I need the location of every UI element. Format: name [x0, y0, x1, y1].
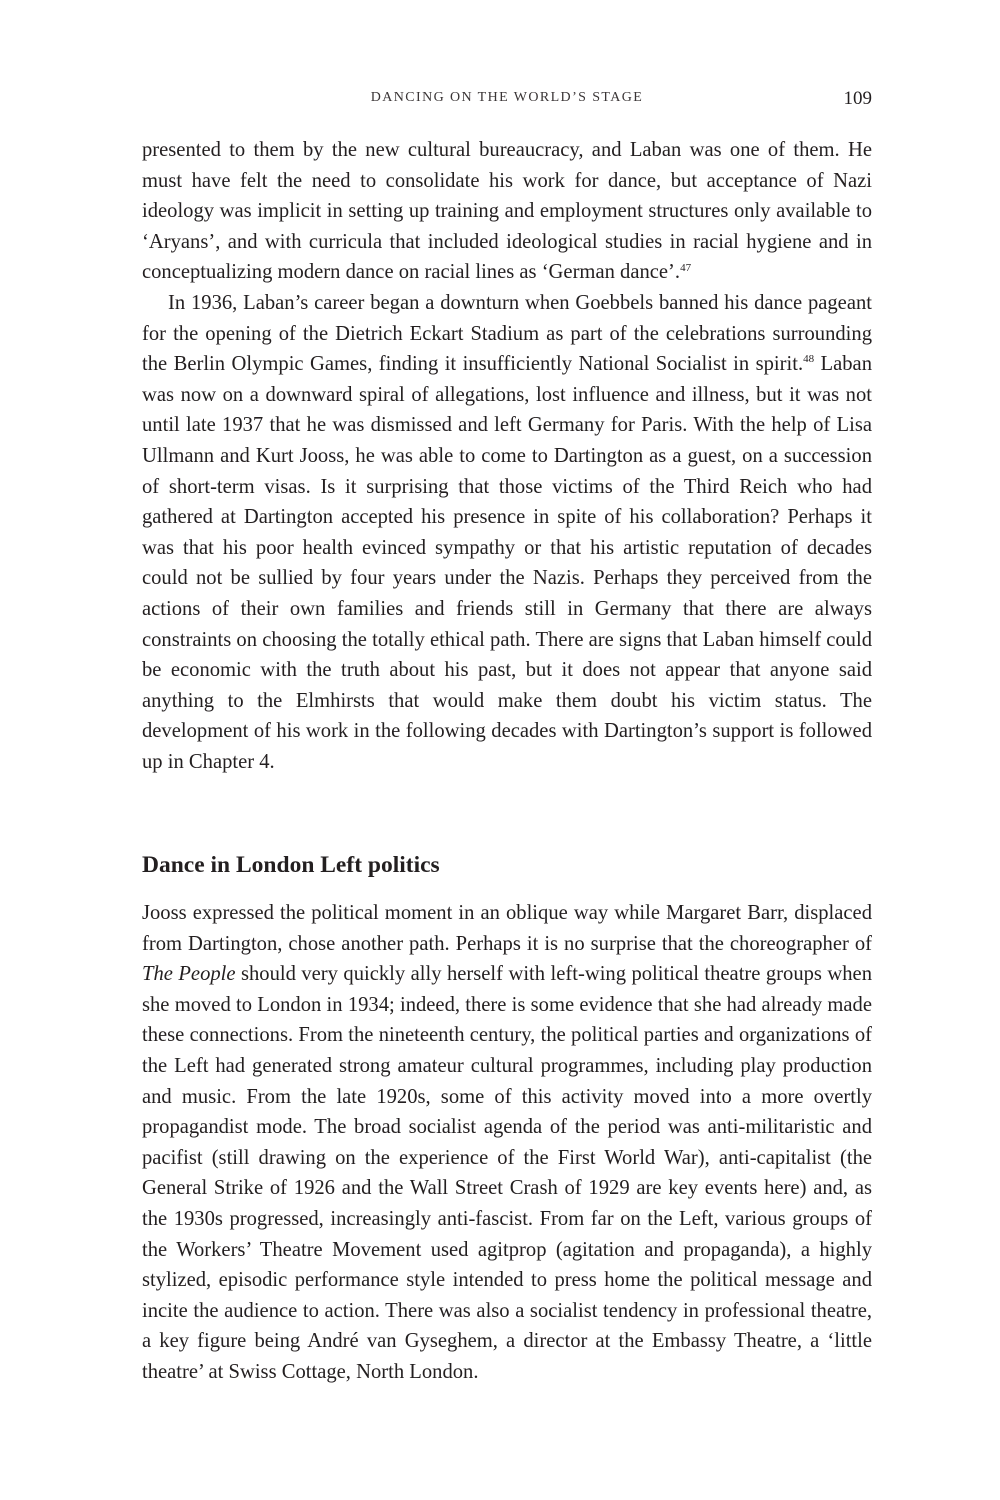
- paragraph-3: [142, 898, 872, 1388]
- paragraph-1-text: presented to them by the new cultural bureaucracy, and Laban was one of them. He must have felt the need to consolidate his work for dance, but acceptance of Nazi ideology was implicit in setting up training and employment structures only available to ‘Aryans’, and with curricula that included ideological studies in racial hygiene and in conceptualizing modern dance on racial lines as ‘German dance’.: [142, 139, 872, 284]
- paragraph-3-text-end: should very quickly ally herself with left-wing political theatre groups when she moved to London in 1934; indeed, there is some evidence that she had already made these connections. From the nineteenth century, the political parties and organizations of the Left had generated strong amateur cultural programmes, including play production and music. From the late 1920s, some of this activity moved into a more overtly propagandist mode. The broad socialist agenda of the period was anti-militaristic and pacifist (still drawing on the experience of the First World War), anti-capitalist (the General Strike of 1926 and the Wall Street Crash of 1929 are key events here) and, as the 1930s progressed, increasingly anti-fascist. From far on the Left, various groups of the Workers’ Theatre Movement used agitprop (agitation and propaganda), a highly stylized, episodic performance style intended to press home the political message and incite the audience to action. There was also a socialist tendency in professional theatre, a key figure being André van Gyseghem, a director at the Embassy Theatre, a ‘little theatre’ at Swiss Cottage, North London.: [142, 963, 872, 1383]
- paragraph-2-text-end: Laban was now on a downward spiral of allegations, lost influence and illness, but it was not until late 1937 that he was dismissed and left Germany for Paris. With the help of Lisa Ullmann and Kurt Jooss, he was able to come to Dartington as a guest, on a succession of short-term visas. Is it surprising that those victims of the Third Reich who had gathered at Dartington accepted his presence in spite of his collaboration? Perhaps it was that his poor health evinced sympathy or that his artistic reputation of decades could not be sullied by four years under the Nazis. Perhaps they perceived from the actions of their own families and friends still in Germany that there are always constraints on choosing the totally ethical path. There are signs that Laban himself could be economic with the truth about his past, but it does not appear that anyone said anything to the Elmhirsts that would make them doubt his victim status. The development of his work in the following decades with Dartington’s support is followed up in Chapter 4.: [142, 353, 872, 773]
- running-head-title: DANCING ON THE WORLD’S STAGE: [370, 90, 644, 105]
- footnote-ref-48: 48: [803, 353, 815, 366]
- paragraph-2-text-start: In 1936, Laban’s career began a downturn when Goebbels banned his dance pageant for the opening of the Dietrich Eckart Stadium as part of the celebrations surrounding the Berlin Olympic Games, finding it insufficiently National Socialist in spirit.: [142, 291, 872, 376]
- page-number: 109: [843, 88, 872, 109]
- section-heading: Dance in London Left politics: [142, 852, 440, 878]
- paragraph-2: [142, 288, 872, 778]
- section-1-body: [142, 135, 872, 777]
- paragraph-3-text-start: Jooss expressed the political moment in an oblique way while Margaret Barr, displaced from Dartington, chose another path. Perhaps it is no surprise that the choreographer of: [142, 902, 872, 955]
- work-title-italic: The People: [142, 963, 236, 986]
- section-2-body: [142, 898, 872, 1388]
- running-head: [142, 88, 872, 112]
- footnote-ref-47: 47: [680, 261, 692, 274]
- paragraph-1: [142, 135, 872, 288]
